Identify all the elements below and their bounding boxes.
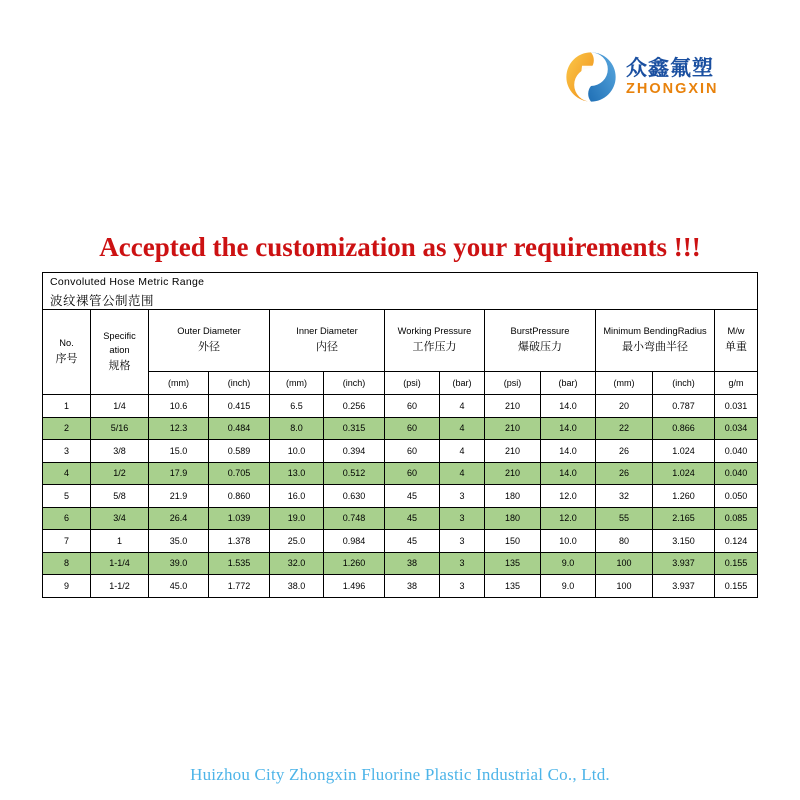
table-cell: 32 — [596, 485, 653, 508]
table-cell: 210 — [485, 417, 541, 440]
table-cell: 14.0 — [541, 440, 596, 463]
table-cell: 0.124 — [715, 530, 758, 553]
table-cell: 38 — [385, 552, 440, 575]
table-cell: 1 — [91, 530, 149, 553]
table-cell: 0.860 — [209, 485, 270, 508]
table-cell: 0.031 — [715, 395, 758, 418]
unit-cell: (mm) — [270, 372, 324, 395]
table-cell: 4 — [440, 417, 485, 440]
table-cell: 3/4 — [91, 507, 149, 530]
header-specification-en-2: ation — [109, 344, 130, 355]
table-title-row-cn — [43, 290, 758, 310]
unit-cell: (bar) — [440, 372, 485, 395]
table-cell: 4 — [440, 440, 485, 463]
table-title-row-en — [43, 273, 758, 291]
convoluted-hose-spec-table — [42, 272, 758, 598]
table-cell: 45 — [385, 530, 440, 553]
table-cell: 150 — [485, 530, 541, 553]
table-cell: 12.0 — [541, 485, 596, 508]
table-cell: 14.0 — [541, 395, 596, 418]
logo-wordmark — [626, 55, 719, 97]
unit-cell: (psi) — [485, 372, 541, 395]
table-cell: 60 — [385, 395, 440, 418]
table-cell: 9.0 — [541, 552, 596, 575]
table-cell: 22 — [596, 417, 653, 440]
table-cell: 0.034 — [715, 417, 758, 440]
header-working-pressure-cn: 工作压力 — [412, 340, 457, 354]
header-outer-diameter-en: Outer Diameter — [177, 326, 241, 337]
header-working-pressure-en: Working Pressure — [397, 326, 472, 337]
table-cell: 0.630 — [324, 485, 385, 508]
logo-english-name: ZHONGXIN — [626, 80, 719, 97]
table-cell: 38.0 — [270, 575, 324, 598]
table-cell: 1.260 — [653, 485, 715, 508]
unit-cell: (bar) — [541, 372, 596, 395]
table-cell: 3.150 — [653, 530, 715, 553]
table-cell: 5/8 — [91, 485, 149, 508]
unit-cell: (mm) — [596, 372, 653, 395]
table-cell: 45 — [385, 485, 440, 508]
table-cell: 6 — [43, 507, 91, 530]
table-cell: 0.866 — [653, 417, 715, 440]
table-row — [43, 462, 758, 485]
table-cell: 3.937 — [653, 552, 715, 575]
table-cell: 1.039 — [209, 507, 270, 530]
table-cell: 0.050 — [715, 485, 758, 508]
table-cell: 35.0 — [149, 530, 209, 553]
table-cell: 26.4 — [149, 507, 209, 530]
table-cell: 0.155 — [715, 552, 758, 575]
table-cell: 17.9 — [149, 462, 209, 485]
table-cell: 26 — [596, 462, 653, 485]
table-cell: 0.984 — [324, 530, 385, 553]
table-cell: 12.3 — [149, 417, 209, 440]
table-cell: 0.315 — [324, 417, 385, 440]
table-cell: 10.0 — [270, 440, 324, 463]
table-cell: 16.0 — [270, 485, 324, 508]
table-cell: 26 — [596, 440, 653, 463]
table-cell: 100 — [596, 552, 653, 575]
table-cell: 45 — [385, 507, 440, 530]
table-cell: 80 — [596, 530, 653, 553]
table-cell: 180 — [485, 485, 541, 508]
table-cell: 21.9 — [149, 485, 209, 508]
table-cell: 3 — [440, 485, 485, 508]
spec-table-container — [42, 272, 757, 598]
table-cell: 39.0 — [149, 552, 209, 575]
table-cell: 1.535 — [209, 552, 270, 575]
table-row — [43, 575, 758, 598]
table-cell: 0.256 — [324, 395, 385, 418]
header-mass-per-meter-en: M/w — [727, 326, 745, 337]
table-cell: 0.394 — [324, 440, 385, 463]
table-row — [43, 440, 758, 463]
table-cell: 210 — [485, 440, 541, 463]
table-cell: 32.0 — [270, 552, 324, 575]
header-mass-per-meter — [715, 310, 758, 372]
headline-banner: Accepted the customization as your requirements !!! — [99, 232, 701, 262]
header-inner-diameter — [270, 310, 385, 372]
table-cell: 0.787 — [653, 395, 715, 418]
table-cell: 0.040 — [715, 462, 758, 485]
table-cell: 5/16 — [91, 417, 149, 440]
table-cell: 25.0 — [270, 530, 324, 553]
unit-cell: (inch) — [324, 372, 385, 395]
header-burst-pressure-cn: 爆破压力 — [518, 340, 562, 354]
company-footer: Huizhou City Zhongxin Fluorine Plastic Industrial Co., Ltd. — [190, 765, 610, 784]
table-cell: 1 — [43, 395, 91, 418]
table-cell: 2 — [43, 417, 91, 440]
header-inner-diameter-en: Inner Diameter — [296, 326, 358, 337]
header-inner-diameter-cn: 内径 — [316, 340, 338, 354]
header-specification-cn: 规格 — [108, 358, 131, 372]
table-cell: 0.484 — [209, 417, 270, 440]
unit-cell: (inch) — [209, 372, 270, 395]
header-outer-diameter — [149, 310, 270, 372]
header-burst-pressure — [485, 310, 596, 372]
table-cell: 1.260 — [324, 552, 385, 575]
table-cell: 3 — [440, 530, 485, 553]
table-cell: 9 — [43, 575, 91, 598]
table-cell: 1/2 — [91, 462, 149, 485]
table-unit-row — [43, 372, 758, 395]
table-cell: 7 — [43, 530, 91, 553]
table-cell: 55 — [596, 507, 653, 530]
unit-cell: (mm) — [149, 372, 209, 395]
table-cell: 3.937 — [653, 575, 715, 598]
table-cell: 6.5 — [270, 395, 324, 418]
table-row — [43, 552, 758, 575]
company-logo — [563, 48, 768, 106]
header-no — [43, 310, 91, 395]
table-cell: 1.496 — [324, 575, 385, 598]
table-cell: 2.165 — [653, 507, 715, 530]
table-row — [43, 530, 758, 553]
table-cell: 0.415 — [209, 395, 270, 418]
table-cell: 210 — [485, 462, 541, 485]
table-cell: 10.0 — [541, 530, 596, 553]
table-cell: 0.155 — [715, 575, 758, 598]
header-outer-diameter-cn: 外径 — [198, 340, 220, 354]
header-min-bending-radius — [596, 310, 715, 372]
table-cell: 0.085 — [715, 507, 758, 530]
table-cell: 45.0 — [149, 575, 209, 598]
table-cell: 0.589 — [209, 440, 270, 463]
header-min-bending-radius-cn: 最小弯曲半径 — [622, 340, 688, 354]
table-cell: 0.040 — [715, 440, 758, 463]
table-cell: 4 — [440, 395, 485, 418]
table-row — [43, 507, 758, 530]
table-cell: 4 — [43, 462, 91, 485]
table-cell: 3 — [440, 552, 485, 575]
table-cell: 135 — [485, 575, 541, 598]
header-min-bending-radius-en: Minimum BendingRadius — [603, 326, 707, 337]
header-burst-pressure-en: BurstPressure — [510, 326, 570, 337]
table-cell: 100 — [596, 575, 653, 598]
table-cell: 20 — [596, 395, 653, 418]
header-specification — [91, 310, 149, 395]
table-cell: 9.0 — [541, 575, 596, 598]
table-cell: 0.512 — [324, 462, 385, 485]
table-cell: 1.772 — [209, 575, 270, 598]
header-mass-per-meter-cn: 单重 — [725, 340, 747, 354]
table-cell: 14.0 — [541, 462, 596, 485]
header-specification-en-1: Specific — [103, 330, 136, 341]
table-cell: 60 — [385, 417, 440, 440]
unit-cell: g/m — [715, 372, 758, 395]
table-cell: 10.6 — [149, 395, 209, 418]
table-cell: 1.024 — [653, 462, 715, 485]
table-cell: 210 — [485, 395, 541, 418]
table-cell: 3 — [440, 507, 485, 530]
table-cell: 38 — [385, 575, 440, 598]
table-cell: 4 — [440, 462, 485, 485]
header-no-en: No. — [59, 337, 74, 348]
header-working-pressure — [385, 310, 485, 372]
table-cell: 1.378 — [209, 530, 270, 553]
table-cell: 1-1/4 — [91, 552, 149, 575]
table-cell: 135 — [485, 552, 541, 575]
table-title-en: Convoluted Hose Metric Range — [43, 273, 758, 291]
table-cell: 8.0 — [270, 417, 324, 440]
table-cell: 8 — [43, 552, 91, 575]
table-cell: 15.0 — [149, 440, 209, 463]
table-cell: 180 — [485, 507, 541, 530]
table-cell: 60 — [385, 440, 440, 463]
table-data-body — [43, 395, 758, 598]
table-cell: 0.748 — [324, 507, 385, 530]
header-no-cn: 序号 — [55, 351, 78, 365]
table-row — [43, 485, 758, 508]
zhongxin-swirl-icon — [563, 49, 619, 105]
unit-cell: (psi) — [385, 372, 440, 395]
table-cell: 1-1/2 — [91, 575, 149, 598]
table-cell: 12.0 — [541, 507, 596, 530]
table-cell: 13.0 — [270, 462, 324, 485]
table-cell: 0.705 — [209, 462, 270, 485]
table-cell: 3 — [43, 440, 91, 463]
table-cell: 3/8 — [91, 440, 149, 463]
table-cell: 3 — [440, 575, 485, 598]
table-cell: 1.024 — [653, 440, 715, 463]
logo-chinese-name: 众鑫氟塑 — [626, 55, 714, 80]
table-row — [43, 395, 758, 418]
table-cell: 1/4 — [91, 395, 149, 418]
table-cell: 19.0 — [270, 507, 324, 530]
unit-cell: (inch) — [653, 372, 715, 395]
table-header-row — [43, 310, 758, 372]
table-cell: 14.0 — [541, 417, 596, 440]
table-row — [43, 417, 758, 440]
table-cell: 5 — [43, 485, 91, 508]
table-title-cn: 波纹裸管公制范围 — [43, 290, 758, 310]
table-cell: 60 — [385, 462, 440, 485]
